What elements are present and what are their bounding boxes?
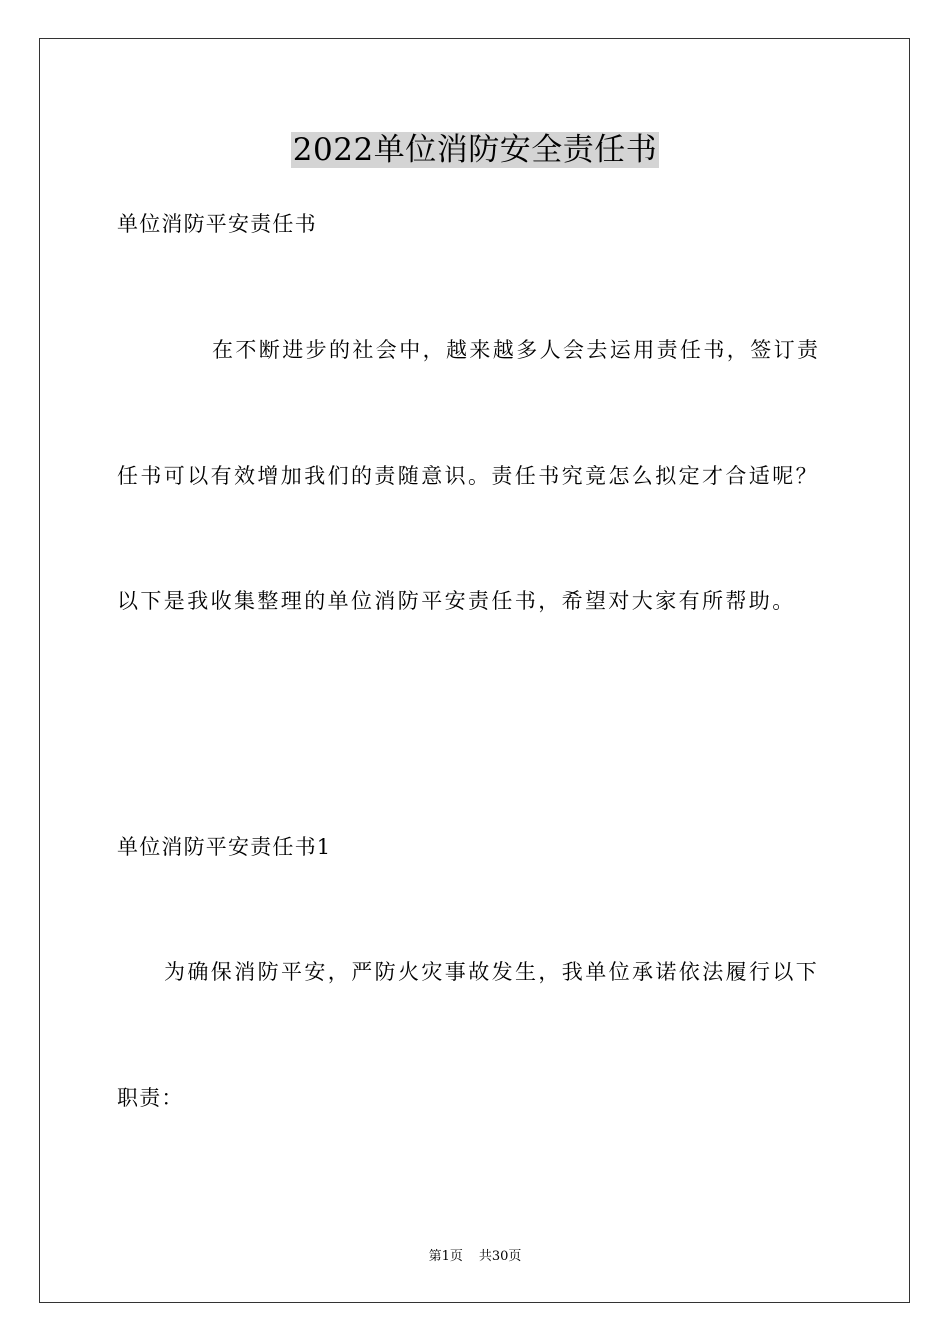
paragraph-line-3: 以下是我收集整理的单位消防平安责任书，希望对大家有所帮助。: [117, 589, 796, 613]
page-total: 共30页: [478, 1249, 522, 1264]
page-number: 第1页: [428, 1249, 463, 1264]
page-footer: [0, 1248, 950, 1266]
subtitle-line: 单位消防平安责任书: [117, 212, 317, 236]
paragraph-line-5: 职责：: [117, 1086, 184, 1110]
paragraph-line-1: 在不断进步的社会中，越来越多人会去运用责任书，签订责: [212, 338, 821, 362]
section-heading: 单位消防平安责任书1: [117, 835, 332, 859]
document-title: [0, 128, 950, 172]
paragraph-line-2: 任书可以有效增加我们的责随意识。责任书究竟怎么拟定才合适呢？: [117, 464, 819, 488]
paragraph-line-4: 为确保消防平安，严防火灾事故发生，我单位承诺依法履行以下: [164, 960, 820, 984]
document-title-text: 2022单位消防安全责任书: [292, 132, 658, 168]
